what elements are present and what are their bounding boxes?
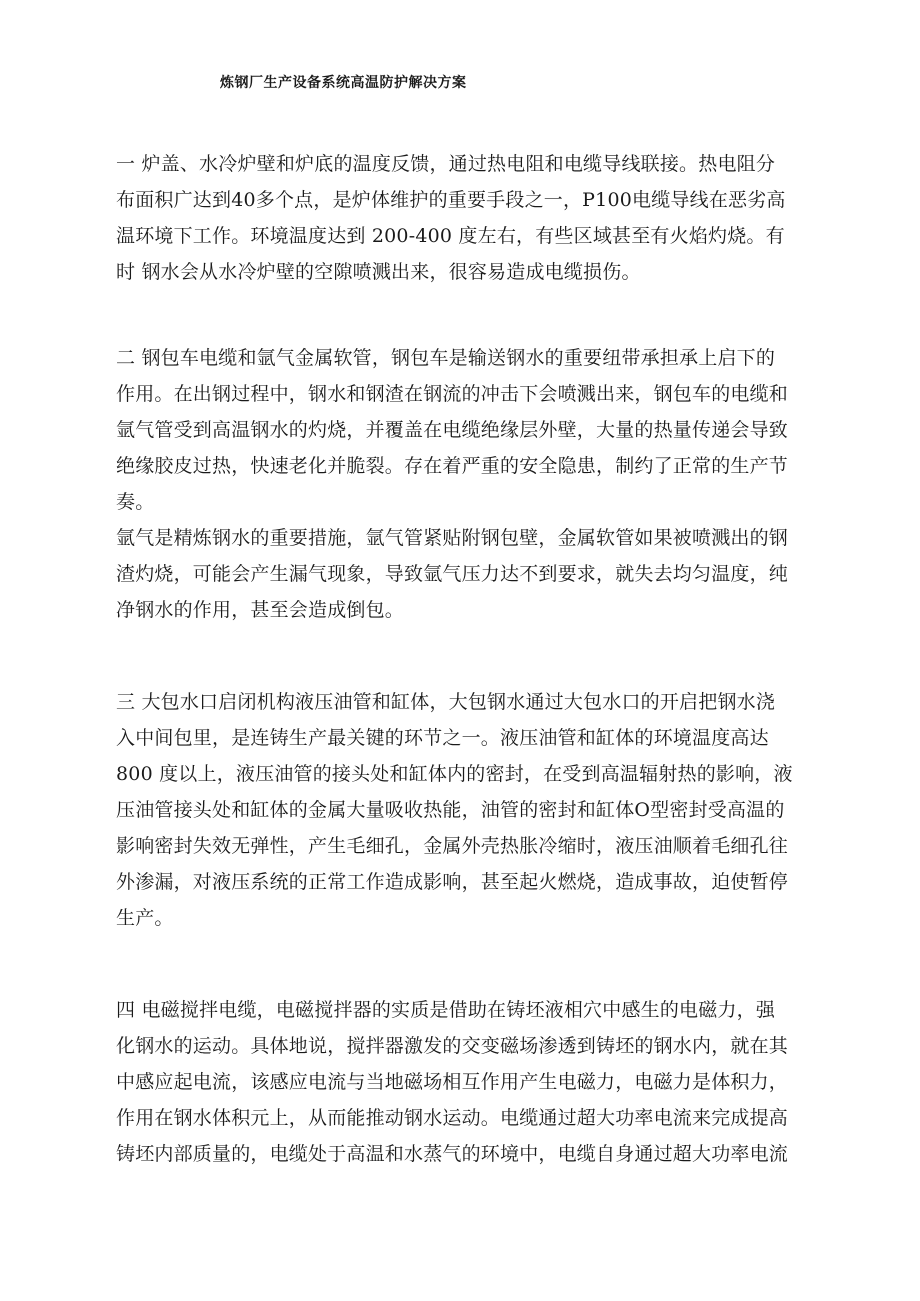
paragraph-line: 作用在钢水体积元上，从而能推动钢水运动。电缆通过超大功率电流来完成提高 <box>116 1107 789 1129</box>
paragraph-line: 绝缘胶皮过热，快速老化并脆裂。存在着严重的安全隐患，制约了正常的生产节 <box>116 455 789 477</box>
paragraph-line: 渣灼烧，可能会产生漏气现象，导致氩气压力达不到要求，就失去均匀温度，纯 <box>116 563 789 585</box>
section-2 <box>116 340 816 628</box>
paragraph-line: 化钢水的运动。具体地说，搅拌器激发的交变磁场渗透到铸坯的钢水内，就在其 <box>116 1035 789 1057</box>
paragraph-line: 时 钢水会从水冷炉壁的空隙喷溅出来，很容易造成电缆损伤。 <box>116 261 641 283</box>
paragraph-line: 入中间包里，是连铸生产最关键的环节之一。液压油管和缸体的环境温度高达 <box>116 727 769 749</box>
document-title: 炼钢厂生产设备系统高温防护解决方案 <box>220 75 467 91</box>
section-4 <box>116 992 816 1172</box>
paragraph-line: 氩气管受到高温钢水的灼烧，并覆盖在电缆绝缘层外壁，大量的热量传递会导致 <box>116 419 789 441</box>
paragraph-line: 三 大包水口启闭机构液压油管和缸体，大包钢水通过大包水口的开启把钢水浇 <box>116 691 776 713</box>
paragraph-line: 氩气是精炼钢水的重要措施，氩气管紧贴附钢包壁，金属软管如果被喷溅出的钢 <box>116 527 789 549</box>
paragraph-line: 800 度以上，液压油管的接头处和缸体内的密封，在受到高温辐射热的影响，液 <box>116 763 793 785</box>
paragraph-line: 净钢水的作用，甚至会造成倒包。 <box>116 599 405 621</box>
paragraph-line: 生产。 <box>116 907 174 929</box>
section-3 <box>116 684 816 936</box>
paragraph-line: 作用。在出钢过程中，钢水和钢渣在钢流的冲击下会喷溅出来，钢包车的电缆和 <box>116 383 789 405</box>
paragraph-line: 影响密封失效无弹性，产生毛细孔，金属外壳热胀冷缩时，液压油顺着毛细孔往 <box>116 835 789 857</box>
paragraph-line: 压油管接头处和缸体的金属大量吸收热能，油管的密封和缸体O型密封受高温的 <box>116 799 785 821</box>
paragraph-line: 四 电磁搅拌电缆，电磁搅拌器的实质是借助在铸坯液相穴中感生的电磁力，强 <box>116 999 776 1021</box>
paragraph-line: 二 钢包车电缆和氩气金属软管，钢包车是输送钢水的重要纽带承担承上启下的 <box>116 347 776 369</box>
paragraph-line: 外渗漏，对液压系统的正常工作造成影响，甚至起火燃烧，造成事故，迫使暂停 <box>116 871 789 893</box>
section-1 <box>116 146 816 290</box>
paragraph-line: 一 炉盖、水冷炉壁和炉底的温度反馈，通过热电阻和电缆导线联接。热电阻分 <box>116 153 776 175</box>
paragraph-line: 铸坯内部质量的，电缆处于高温和水蒸气的环境中，电缆自身通过超大功率电流 <box>116 1143 789 1165</box>
paragraph-line: 奏。 <box>116 491 155 513</box>
paragraph-line: 温环境下工作。环境温度达到 200-400 度左右，有些区域甚至有火焰灼烧。有 <box>116 225 785 247</box>
paragraph-line: 布面积广达到40多个点，是炉体维护的重要手段之一，P100电缆导线在恶劣高 <box>116 189 786 211</box>
paragraph-line: 中感应起电流，该感应电流与当地磁场相互作用产生电磁力，电磁力是体积力， <box>116 1071 789 1093</box>
